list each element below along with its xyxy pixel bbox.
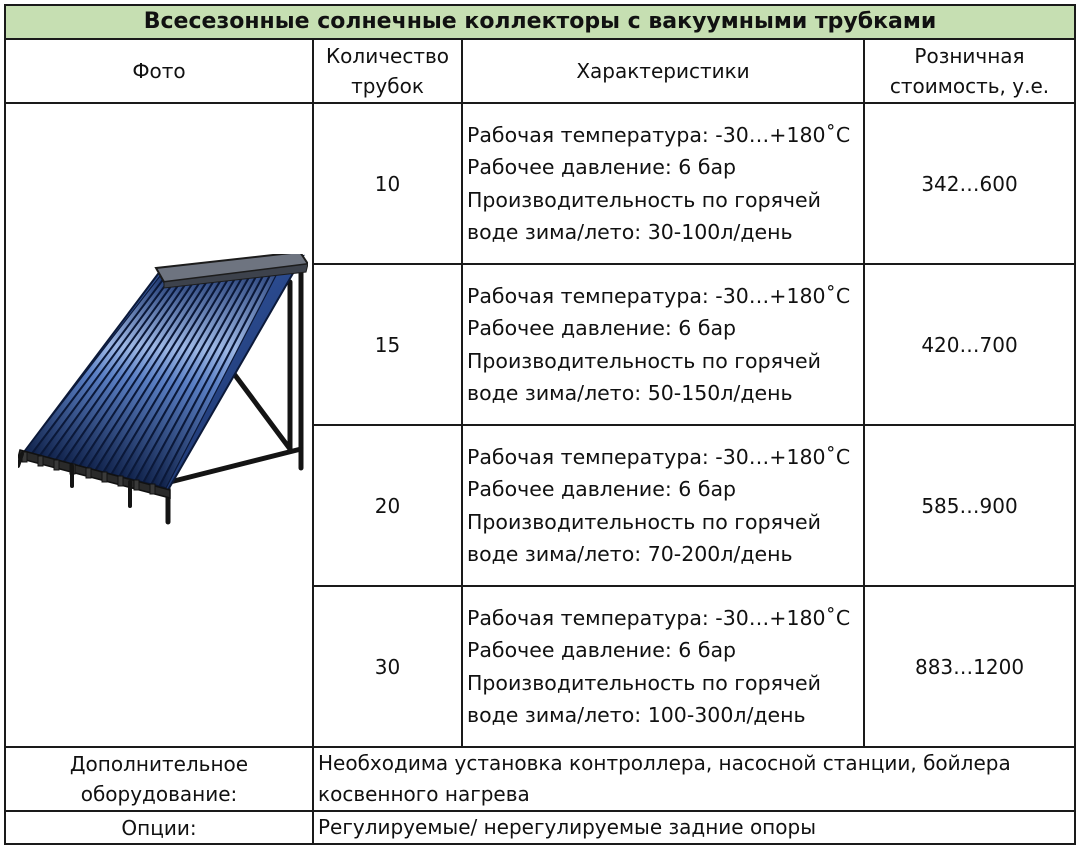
spec-performance-line2: воде зима/лето: 70-200л/день	[467, 542, 793, 566]
spec-performance-line1: Производительность по горячей	[467, 670, 821, 695]
extra-equipment-label	[5, 747, 313, 811]
header-photo: Фото	[5, 39, 313, 103]
price-value: 420…700	[864, 264, 1075, 425]
extra-equipment-value-line1: Необходима установка контроллера, насосной станции, бойлера	[318, 751, 1011, 775]
spec-performance-line2: воде зима/лето: 100-300л/день	[467, 703, 806, 727]
price-table	[4, 4, 1076, 845]
price-value: 342…600	[864, 103, 1075, 264]
spec-performance-line1: Производительность по горячей	[467, 348, 821, 373]
options-label: Опции:	[5, 811, 313, 844]
specs-cell	[462, 264, 864, 425]
spec-temperature: Рабочая температура: -30…+180˚С	[467, 605, 851, 630]
spec-performance-line1: Производительность по горячей	[467, 509, 821, 534]
header-price-line1: Розничная	[914, 44, 1025, 68]
specs-cell	[462, 586, 864, 747]
price-value: 883…1200	[864, 586, 1075, 747]
specs-cell	[462, 103, 864, 264]
spec-performance-line2: воде зима/лето: 50-150л/день	[467, 381, 793, 405]
header-price-line2: стоимость, у.е.	[889, 74, 1050, 98]
spec-pressure: Рабочее давление: 6 бар	[467, 638, 737, 662]
spec-pressure: Рабочее давление: 6 бар	[467, 155, 737, 179]
tubes-count: 10	[313, 103, 462, 264]
extra-equipment-value-line2: косвенного нагрева	[318, 782, 530, 806]
options-value: Регулируемые/ нерегулируемые задние опоры	[313, 811, 1075, 844]
tubes-count: 30	[313, 586, 462, 747]
extra-equipment-label-line1: Дополнительное	[69, 752, 249, 776]
extra-equipment-row	[5, 747, 1075, 811]
header-specs: Характеристики	[462, 39, 864, 103]
title-row	[5, 5, 1075, 39]
price-value: 585…900	[864, 425, 1075, 586]
extra-equipment-label-line2: оборудование:	[80, 782, 238, 806]
spec-pressure: Рабочее давление: 6 бар	[467, 477, 737, 501]
table-row	[5, 103, 1075, 264]
header-tubes	[313, 39, 462, 103]
spec-temperature: Рабочая температура: -30…+180˚С	[467, 283, 851, 308]
spec-temperature: Рабочая температура: -30…+180˚С	[467, 444, 851, 469]
extra-equipment-value	[313, 747, 1075, 811]
spec-pressure: Рабочее давление: 6 бар	[467, 316, 737, 340]
price-table-sheet	[4, 4, 1074, 856]
solar-collector-image	[18, 254, 308, 634]
tubes-count: 15	[313, 264, 462, 425]
spec-performance-line1: Производительность по горячей	[467, 187, 821, 212]
header-price	[864, 39, 1075, 103]
header-row	[5, 39, 1075, 103]
table-title: Всесезонные солнечные коллекторы с вакуумными трубками	[5, 5, 1075, 39]
options-row	[5, 811, 1075, 844]
spec-performance-line2: воде зима/лето: 30-100л/день	[467, 220, 793, 244]
header-tubes-line2: трубок	[351, 74, 424, 98]
spec-temperature: Рабочая температура: -30…+180˚С	[467, 122, 851, 147]
photo-cell	[5, 103, 313, 747]
tubes-count: 20	[313, 425, 462, 586]
header-tubes-line1: Количество	[325, 44, 449, 68]
specs-cell	[462, 425, 864, 586]
